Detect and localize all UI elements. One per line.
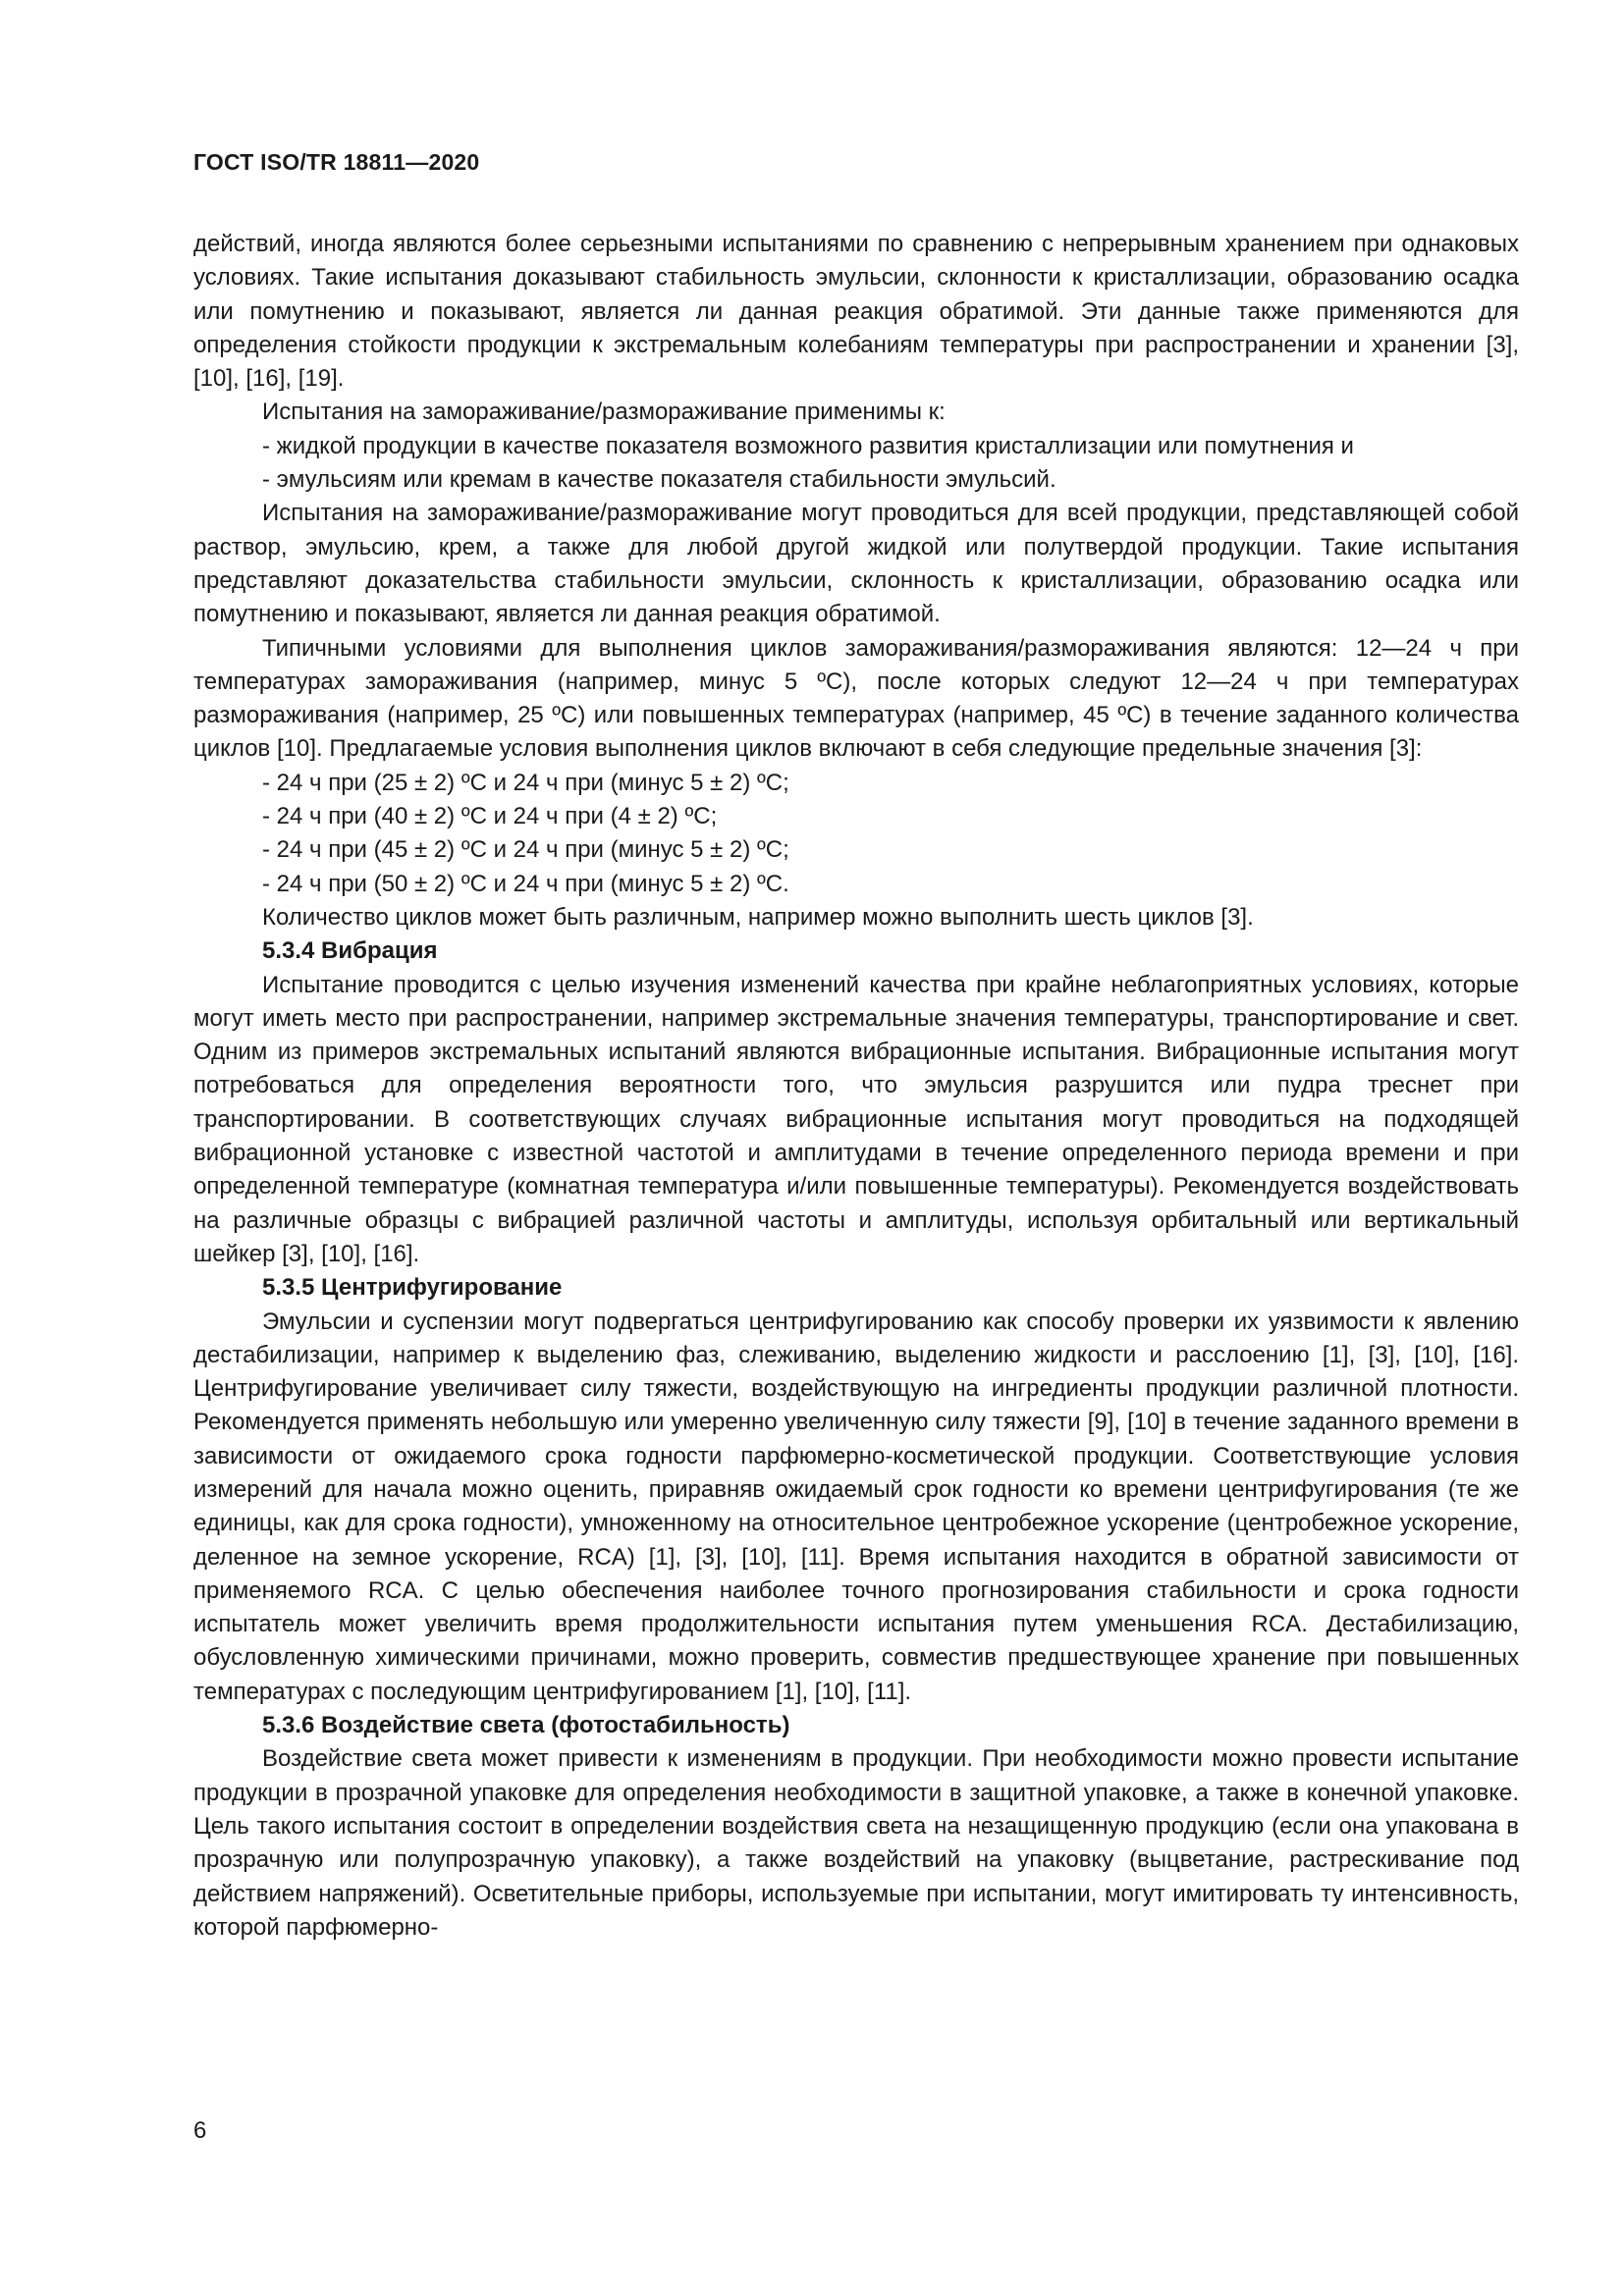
paragraph-cycle-count: Количество циклов может быть различным, например можно выполнить шесть циклов [3]. (262, 903, 1254, 931)
list-item-cycle: - 24 ч при (45 ± 2) ºС и 24 ч при (минус 5 ± 2) ºС; (262, 836, 789, 864)
section-heading-vibration: 5.3.4 Вибрация (262, 937, 438, 965)
paragraph-continuation: действий, иногда являются более серьезными испытаниями по сравнению с непрерывным хранением при однаковых условиях. Такие испытания доказывают стабильность эмульсии, склонности к кристаллизации, образованию осадка или помутнению и показывают, является ли данная реакция обратимой. Эти данные также применяются для определения стойкости продукции к экстремальным колебаниям температуры при распространении и хранении [3], [10], [16], [19]. (193, 231, 1519, 393)
page-number: 6 (193, 2117, 207, 2144)
list-item-liquid: - жидкой продукции в качестве показателя возможного развития кристаллизации или помутнения и (262, 432, 1354, 459)
list-item-cycle: - 24 ч при (40 ± 2) ºС и 24 ч при (4 ± 2) ºС; (262, 803, 718, 830)
paragraph-centrifugation: Эмульсии и суспензии могут подвергаться центрифугированию как способу проверки их уязвимости к явлению дестабилизации, например к выделению фаз, слеживанию, выделению жидкости и расслоению [1], [3], [10], [16]. Центрифугирование увеличивает силу тяжести, воздействующую на ингредиенты продукции различной плотности. Рекомендуется применять небольшую или умеренно увеличенную силу тяжести [9], [10] в течение заданного времени в зависимости от ожидаемого срока годности парфюмерно-косметической продукции. Соответствующие условия измерений для начала можно оценить, приравняв ожидаемый срок годности ко времени центрифугирования (те же единицы, как для срока годности), умноженному на относительное центробежное ускорение (центробежное ускорение, деленное на земное ускорение, RCA) [1], [3], [10], [11]. Время испытания находится в обратной зависимости от применяемого RCA. С целью обеспечения наиболее точного прогнозирования стабильности и срока годности испытатель может увеличить время продолжительности испытания путем уменьшения RCA. Дестабилизацию, обусловленную химическими причинами, можно проверить, совместив предшествующее хранение при повышенных температурах с последующим центрифугированием [1], [10], [11]. (193, 1308, 1519, 1705)
document-header: ГОСТ ISO/TR 18811—2020 (193, 149, 480, 175)
section-heading-light-exposure: 5.3.6 Воздействие света (фотостабильность) (262, 1712, 790, 1739)
list-item-cycle: - 24 ч при (50 ± 2) ºС и 24 ч при (минус 5 ± 2) ºС. (262, 870, 789, 897)
paragraph-applicability: Испытания на замораживание/размораживание применимы к: (262, 399, 946, 426)
list-item-cycle: - 24 ч при (25 ± 2) ºС и 24 ч при (минус 5 ± 2) ºС; (262, 769, 789, 796)
section-heading-centrifugation: 5.3.5 Центрифугирование (262, 1274, 563, 1302)
list-item-emulsions: - эмульсиям или кремам в качестве показателя стабильности эмульсий. (262, 466, 1056, 494)
paragraph-freeze-thaw-scope: Испытания на замораживание/размораживание могут проводиться для всей продукции, представляющей собой раствор, эмульсию, крем, а также для любой другой жидкой или полутвердой продукции. Такие испытания представляют доказательства стабильности эмульсии, склонность к кристаллизации, образованию осадка или помутнению и показывают, является ли данная реакция обратимой. (193, 500, 1519, 628)
paragraph-typical-conditions: Типичными условиями для выполнения циклов замораживания/размораживания являются: 12—24 ч при температурах замораживания (например, минус 5 ºС), после которых следуют 12—24 ч при температурах размораживания (например, 25 ºС) или повышенных температурах (например, 45 ºС) в течение заданного количества циклов [10]. Предлагаемые условия выполнения циклов включают в себя следующие предельные значения [3]: (193, 634, 1519, 763)
body-text (193, 228, 1519, 1945)
paragraph-light-exposure: Воздействие света может привести к изменениям в продукции. При необходимости можно провести испытание продукции в прозрачной упаковке для определения необходимости в защитной упаковке, а также в конечной упаковке. Цель такого испытания состоит в определении воздействия света на незащищенную продукцию (если она упакована в прозрачную или полупрозрачную упаковку), а также воздействий на упаковку (выцветание, растрескивание под действием напряжений). Осветительные приборы, используемые при испытании, могут имитировать ту интенсивность, которой парфюмерно- (193, 1745, 1519, 1941)
paragraph-vibration: Испытание проводится с целью изучения изменений качества при крайне неблагоприятных условиях, которые могут иметь место при распространении, например экстремальные значения температуры, транспортирование и свет. Одним из примеров экстремальных испытаний являются вибрационные испытания. Вибрационные испытания могут потребоваться для определения вероятности того, что эмульсия разрушится или пудра треснет при транспортировании. В соответствующих случаях вибрационные испытания могут проводиться на подходящей вибрационной установке с известной частотой и амплитудами в течение определенного периода времени и при определенной температуре (комнатная температура и/или повышенные температуры). Рекомендуется воздействовать на различные образцы с вибрацией различной частоты и амплитуды, используя орбитальный или вертикальный шейкер [3], [10], [16]. (193, 971, 1519, 1267)
